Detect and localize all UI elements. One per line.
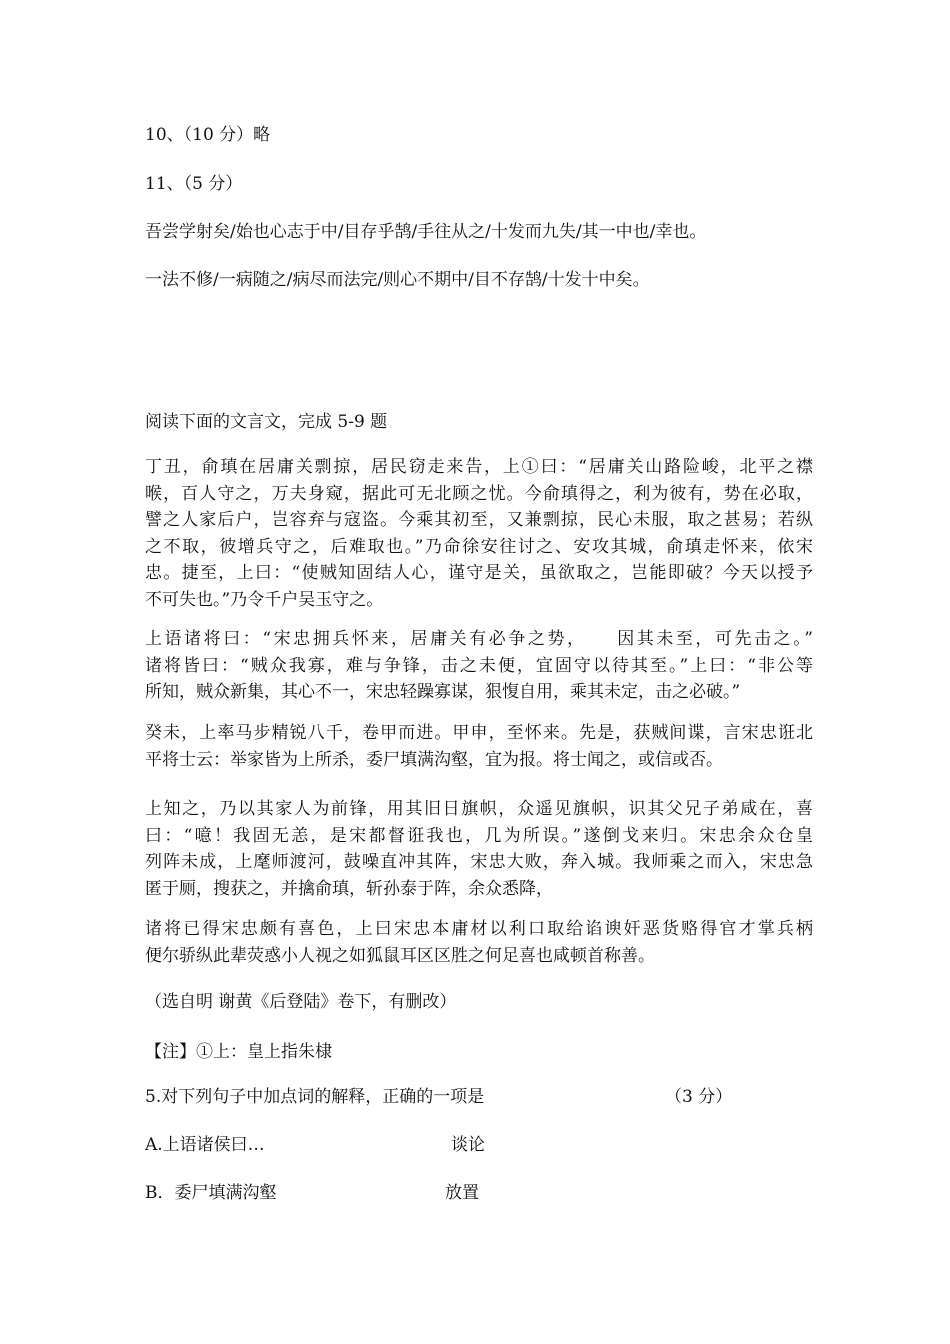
passage-line: 诸将皆曰：“贼众我寡，难与争锋，击之未便，宜固守以待其至。”上曰：“非公等 <box>145 655 813 676</box>
passage-note: 【注】①上：皇上指朱棣 <box>145 1042 332 1062</box>
passage-line: 癸未，上率马步精锐八千，卷甲而进。甲申，至怀来。先是，获贼间谍，言宋忠诳北 <box>145 723 813 743</box>
passage-line: 不可失也。”乃令千户吴玉守之。 <box>145 589 384 610</box>
question-5-stem: 5.对下列句子中加点词的解释，正确的一项是 <box>145 1087 485 1107</box>
passage-line: 上语诸将曰：“宋忠拥兵怀来，居庸关有必争之势， 因其未至，可先击之。” <box>145 629 813 649</box>
passage-line: 诸将已得宋忠颇有喜色，上曰宋忠本庸材以利口取给谄谀奸恶货赂得官才掌兵柄 <box>145 919 813 939</box>
passage-paragraph-1 <box>145 454 813 614</box>
passage-line: 所知，贼众新集，其心不一，宋忠轻躁寡谋，狠愎自用，乘其未定，击之必破。” <box>145 682 741 703</box>
passage-line: 列阵未成，上麾师渡河，鼓噪直冲其阵，宋忠大败，奔入城。我师乘之而入，宋忠急 <box>145 852 813 873</box>
passage-paragraph-4 <box>145 796 813 902</box>
answer-11-line-1: 吾尝学射矣/始也心志于中/目存乎鹄/手往从之/十发而九失/其一中也/幸也。 <box>145 222 707 242</box>
option-a-meaning: 谈论 <box>451 1135 485 1155</box>
answer-11-header: 11、（5 分） <box>145 174 243 194</box>
option-b-text: B．委尸填满沟壑 <box>145 1183 277 1203</box>
passage-source: （选自明 谢黄《后登陆》卷下，有删改） <box>145 992 457 1012</box>
passage-line: 匿于厕，搜获之，并擒俞瑱，斩孙泰于阵，余众悉降， <box>145 878 553 899</box>
question-5-score: （3 分） <box>665 1087 733 1107</box>
answer-10: 10、（10 分）略 <box>145 125 271 145</box>
option-b-meaning: 放置 <box>445 1183 479 1203</box>
answer-11-line-2: 一法不修/一病随之/病尽而法完/则心不期中/目不存鹄/十发十中矣。 <box>145 270 650 290</box>
passage-line: 便尔骄纵此辈荧惑小人视之如狐鼠耳区区胜之何足喜也咸顿首称善。 <box>145 945 655 966</box>
passage-paragraph-2 <box>145 626 813 706</box>
passage-line: 忠。捷至，上曰：“使贼知固结人心，谨守是关，虽欲取之，岂能即破？今天以授予 <box>145 563 813 584</box>
option-a-text: A.上语诸侯曰… <box>145 1135 265 1155</box>
passage-line: 上知之，乃以其家人为前锋，用其旧日旗帜，众遥见旗帜，识其父兄子弟咸在，喜 <box>145 799 813 819</box>
passage-paragraph-5 <box>145 916 813 969</box>
passage-line: 喉，百人守之，万夫身窥，据此可无北顾之忧。今俞瑱得之，利为彼有，势在必取， <box>145 483 813 504</box>
passage-line: 譬之人家后户，岂容弃与寇盗。今乘其初至，又兼剽掠，民心未服，取之甚易；若纵 <box>145 510 813 531</box>
passage-paragraph-3 <box>145 720 813 773</box>
passage-line: 丁丑，俞瑱在居庸关剽掠，居民窃走来告，上①曰：“居庸关山路险峻，北平之襟 <box>145 457 813 477</box>
passage-line: 曰：“噫！我固无恙，是宋都督诳我也，几为所误。”遂倒戈来归。宋忠余众仓皇 <box>145 825 813 846</box>
passage-line: 平将士云：举家皆为上所杀，委尸填满沟壑，宜为报。将士闻之，或信或否。 <box>145 749 723 770</box>
reading-instruction: 阅读下面的文言文，完成 5-9 题 <box>145 412 388 432</box>
passage-line: 之不取，彼增兵守之，后难取也。”乃命徐安往讨之、安攻其城，俞瑱走怀来，依宋 <box>145 536 813 557</box>
